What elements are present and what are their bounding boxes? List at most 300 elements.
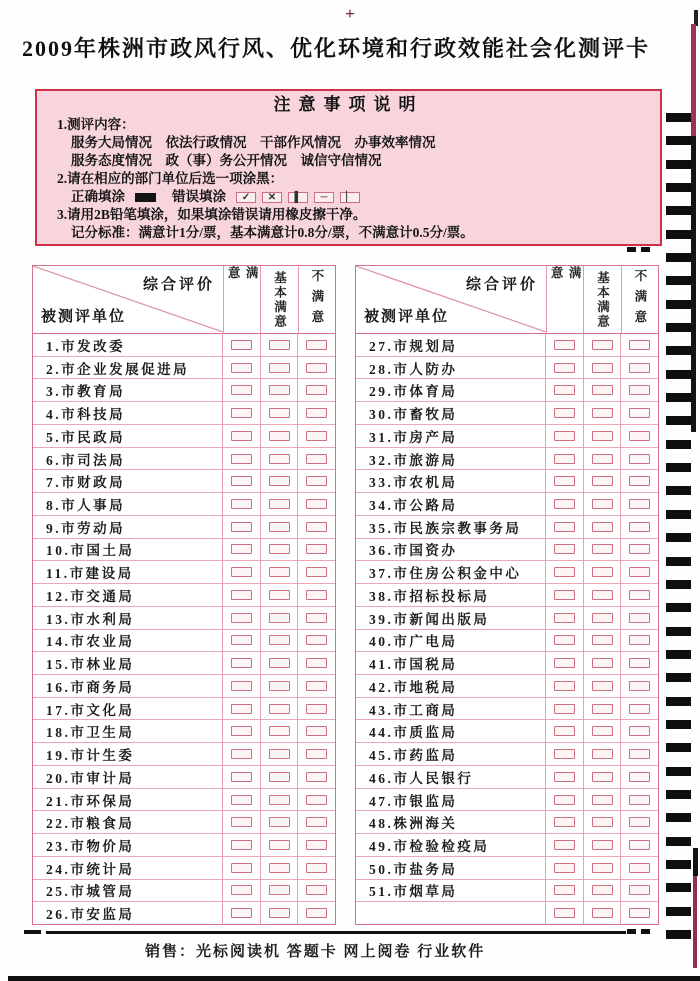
bubble-cell-basically-satisfied[interactable] — [584, 857, 622, 879]
bubble-cell-basically-satisfied[interactable] — [261, 448, 299, 470]
fill-bubble[interactable] — [554, 795, 575, 805]
fill-bubble[interactable] — [231, 795, 252, 805]
bubble-cell-basically-satisfied[interactable] — [584, 743, 622, 765]
bubble-cell-unsatisfied[interactable] — [298, 425, 335, 447]
bubble-cell-basically-satisfied[interactable] — [261, 493, 299, 515]
fill-bubble[interactable] — [629, 340, 650, 350]
bubble-cell-satisfied[interactable] — [546, 448, 584, 470]
fill-bubble[interactable] — [269, 704, 290, 714]
bubble-cell-unsatisfied[interactable] — [298, 834, 335, 856]
bubble-cell-basically-satisfied[interactable] — [584, 720, 622, 742]
fill-bubble[interactable] — [554, 635, 575, 645]
fill-bubble[interactable] — [269, 363, 290, 373]
fill-bubble[interactable] — [554, 658, 575, 668]
bubble-cell-basically-satisfied[interactable] — [584, 425, 622, 447]
fill-bubble[interactable] — [231, 658, 252, 668]
bubble-cell-unsatisfied[interactable] — [298, 811, 335, 833]
bubble-cell-unsatisfied[interactable] — [621, 425, 658, 447]
bubble-cell-satisfied[interactable] — [223, 880, 261, 902]
bubble-cell-unsatisfied[interactable] — [298, 334, 335, 356]
fill-bubble[interactable] — [592, 431, 613, 441]
fill-bubble[interactable] — [592, 454, 613, 464]
bubble-cell-basically-satisfied[interactable] — [584, 698, 622, 720]
bubble-cell-basically-satisfied[interactable] — [584, 880, 622, 902]
bubble-cell-satisfied[interactable] — [546, 766, 584, 788]
bubble-cell-unsatisfied[interactable] — [621, 561, 658, 583]
bubble-cell-unsatisfied[interactable] — [298, 493, 335, 515]
bubble-cell-satisfied[interactable] — [223, 607, 261, 629]
fill-bubble[interactable] — [554, 590, 575, 600]
fill-bubble[interactable] — [269, 749, 290, 759]
fill-bubble[interactable] — [269, 658, 290, 668]
bubble-cell-satisfied[interactable] — [546, 402, 584, 424]
bubble-cell-basically-satisfied[interactable] — [261, 720, 299, 742]
fill-bubble[interactable] — [306, 863, 327, 873]
fill-bubble[interactable] — [306, 499, 327, 509]
bubble-cell-unsatisfied[interactable] — [298, 516, 335, 538]
fill-bubble[interactable] — [231, 544, 252, 554]
bubble-cell-satisfied[interactable] — [546, 857, 584, 879]
bubble-cell-unsatisfied[interactable] — [621, 675, 658, 697]
bubble-cell-unsatisfied[interactable] — [298, 448, 335, 470]
fill-bubble[interactable] — [629, 499, 650, 509]
fill-bubble[interactable] — [269, 635, 290, 645]
fill-bubble[interactable] — [554, 863, 575, 873]
fill-bubble[interactable] — [592, 635, 613, 645]
bubble-cell-basically-satisfied[interactable] — [261, 811, 299, 833]
fill-bubble[interactable] — [629, 863, 650, 873]
fill-bubble[interactable] — [231, 908, 252, 918]
bubble-cell-basically-satisfied[interactable] — [261, 630, 299, 652]
bubble-cell-unsatisfied[interactable] — [298, 584, 335, 606]
fill-bubble[interactable] — [554, 704, 575, 714]
bubble-cell-unsatisfied[interactable] — [298, 357, 335, 379]
fill-bubble[interactable] — [629, 681, 650, 691]
fill-bubble[interactable] — [269, 772, 290, 782]
bubble-cell-unsatisfied[interactable] — [621, 902, 658, 924]
fill-bubble[interactable] — [592, 726, 613, 736]
fill-bubble[interactable] — [629, 613, 650, 623]
fill-bubble[interactable] — [629, 431, 650, 441]
bubble-cell-basically-satisfied[interactable] — [584, 902, 622, 924]
fill-bubble[interactable] — [554, 431, 575, 441]
fill-bubble[interactable] — [306, 363, 327, 373]
bubble-cell-satisfied[interactable] — [223, 539, 261, 561]
bubble-cell-unsatisfied[interactable] — [298, 720, 335, 742]
bubble-cell-satisfied[interactable] — [546, 902, 584, 924]
fill-bubble[interactable] — [269, 726, 290, 736]
bubble-cell-basically-satisfied[interactable] — [584, 379, 622, 401]
fill-bubble[interactable] — [269, 340, 290, 350]
bubble-cell-satisfied[interactable] — [223, 425, 261, 447]
bubble-cell-unsatisfied[interactable] — [621, 834, 658, 856]
fill-bubble[interactable] — [269, 795, 290, 805]
bubble-cell-satisfied[interactable] — [546, 425, 584, 447]
fill-bubble[interactable] — [231, 613, 252, 623]
fill-bubble[interactable] — [306, 340, 327, 350]
fill-bubble[interactable] — [554, 499, 575, 509]
fill-bubble[interactable] — [306, 908, 327, 918]
fill-bubble[interactable] — [629, 363, 650, 373]
fill-bubble[interactable] — [592, 499, 613, 509]
bubble-cell-unsatisfied[interactable] — [621, 766, 658, 788]
fill-bubble[interactable] — [592, 795, 613, 805]
bubble-cell-unsatisfied[interactable] — [621, 516, 658, 538]
fill-bubble[interactable] — [269, 385, 290, 395]
bubble-cell-unsatisfied[interactable] — [621, 379, 658, 401]
bubble-cell-basically-satisfied[interactable] — [261, 584, 299, 606]
fill-bubble[interactable] — [554, 726, 575, 736]
bubble-cell-satisfied[interactable] — [546, 493, 584, 515]
fill-bubble[interactable] — [231, 522, 252, 532]
bubble-cell-satisfied[interactable] — [546, 561, 584, 583]
bubble-cell-satisfied[interactable] — [223, 561, 261, 583]
fill-bubble[interactable] — [306, 567, 327, 577]
bubble-cell-satisfied[interactable] — [223, 470, 261, 492]
bubble-cell-basically-satisfied[interactable] — [261, 834, 299, 856]
fill-bubble[interactable] — [269, 431, 290, 441]
bubble-cell-basically-satisfied[interactable] — [584, 584, 622, 606]
bubble-cell-satisfied[interactable] — [223, 516, 261, 538]
fill-bubble[interactable] — [592, 704, 613, 714]
bubble-cell-basically-satisfied[interactable] — [261, 470, 299, 492]
fill-bubble[interactable] — [231, 863, 252, 873]
fill-bubble[interactable] — [629, 749, 650, 759]
fill-bubble[interactable] — [306, 840, 327, 850]
bubble-cell-satisfied[interactable] — [546, 334, 584, 356]
fill-bubble[interactable] — [269, 522, 290, 532]
fill-bubble[interactable] — [231, 476, 252, 486]
fill-bubble[interactable] — [306, 385, 327, 395]
bubble-cell-unsatisfied[interactable] — [621, 402, 658, 424]
fill-bubble[interactable] — [306, 544, 327, 554]
fill-bubble[interactable] — [592, 544, 613, 554]
bubble-cell-satisfied[interactable] — [223, 698, 261, 720]
bubble-cell-basically-satisfied[interactable] — [584, 561, 622, 583]
bubble-cell-unsatisfied[interactable] — [298, 880, 335, 902]
fill-bubble[interactable] — [306, 749, 327, 759]
fill-bubble[interactable] — [231, 363, 252, 373]
fill-bubble[interactable] — [592, 840, 613, 850]
bubble-cell-unsatisfied[interactable] — [298, 698, 335, 720]
fill-bubble[interactable] — [231, 454, 252, 464]
fill-bubble[interactable] — [306, 590, 327, 600]
fill-bubble[interactable] — [269, 840, 290, 850]
fill-bubble[interactable] — [592, 613, 613, 623]
bubble-cell-basically-satisfied[interactable] — [584, 789, 622, 811]
bubble-cell-basically-satisfied[interactable] — [584, 539, 622, 561]
fill-bubble[interactable] — [629, 772, 650, 782]
fill-bubble[interactable] — [306, 885, 327, 895]
fill-bubble[interactable] — [269, 476, 290, 486]
fill-bubble[interactable] — [554, 681, 575, 691]
fill-bubble[interactable] — [554, 522, 575, 532]
fill-bubble[interactable] — [592, 749, 613, 759]
fill-bubble[interactable] — [629, 544, 650, 554]
bubble-cell-basically-satisfied[interactable] — [261, 766, 299, 788]
bubble-cell-satisfied[interactable] — [546, 516, 584, 538]
fill-bubble[interactable] — [554, 363, 575, 373]
fill-bubble[interactable] — [306, 795, 327, 805]
fill-bubble[interactable] — [269, 499, 290, 509]
fill-bubble[interactable] — [592, 658, 613, 668]
bubble-cell-unsatisfied[interactable] — [298, 630, 335, 652]
bubble-cell-basically-satisfied[interactable] — [261, 743, 299, 765]
fill-bubble[interactable] — [554, 567, 575, 577]
bubble-cell-unsatisfied[interactable] — [298, 675, 335, 697]
fill-bubble[interactable] — [269, 863, 290, 873]
fill-bubble[interactable] — [231, 817, 252, 827]
fill-bubble[interactable] — [554, 613, 575, 623]
fill-bubble[interactable] — [306, 613, 327, 623]
fill-bubble[interactable] — [306, 522, 327, 532]
bubble-cell-satisfied[interactable] — [546, 357, 584, 379]
bubble-cell-basically-satisfied[interactable] — [261, 379, 299, 401]
bubble-cell-unsatisfied[interactable] — [621, 652, 658, 674]
bubble-cell-unsatisfied[interactable] — [621, 493, 658, 515]
bubble-cell-satisfied[interactable] — [546, 789, 584, 811]
bubble-cell-satisfied[interactable] — [223, 448, 261, 470]
bubble-cell-unsatisfied[interactable] — [298, 857, 335, 879]
bubble-cell-basically-satisfied[interactable] — [261, 652, 299, 674]
fill-bubble[interactable] — [592, 681, 613, 691]
fill-bubble[interactable] — [554, 840, 575, 850]
bubble-cell-basically-satisfied[interactable] — [584, 675, 622, 697]
fill-bubble[interactable] — [231, 567, 252, 577]
bubble-cell-satisfied[interactable] — [546, 652, 584, 674]
bubble-cell-satisfied[interactable] — [546, 698, 584, 720]
bubble-cell-unsatisfied[interactable] — [621, 880, 658, 902]
fill-bubble[interactable] — [306, 408, 327, 418]
bubble-cell-basically-satisfied[interactable] — [261, 902, 299, 924]
fill-bubble[interactable] — [592, 772, 613, 782]
bubble-cell-basically-satisfied[interactable] — [261, 789, 299, 811]
bubble-cell-unsatisfied[interactable] — [621, 630, 658, 652]
fill-bubble[interactable] — [554, 544, 575, 554]
fill-bubble[interactable] — [592, 340, 613, 350]
fill-bubble[interactable] — [306, 454, 327, 464]
bubble-cell-satisfied[interactable] — [223, 720, 261, 742]
fill-bubble[interactable] — [629, 908, 650, 918]
bubble-cell-basically-satisfied[interactable] — [584, 493, 622, 515]
bubble-cell-unsatisfied[interactable] — [621, 470, 658, 492]
fill-bubble[interactable] — [629, 522, 650, 532]
fill-bubble[interactable] — [231, 499, 252, 509]
bubble-cell-satisfied[interactable] — [223, 811, 261, 833]
bubble-cell-basically-satisfied[interactable] — [584, 334, 622, 356]
bubble-cell-basically-satisfied[interactable] — [261, 402, 299, 424]
bubble-cell-basically-satisfied[interactable] — [261, 334, 299, 356]
bubble-cell-satisfied[interactable] — [223, 766, 261, 788]
bubble-cell-satisfied[interactable] — [223, 630, 261, 652]
bubble-cell-unsatisfied[interactable] — [621, 743, 658, 765]
fill-bubble[interactable] — [554, 408, 575, 418]
fill-bubble[interactable] — [231, 340, 252, 350]
bubble-cell-basically-satisfied[interactable] — [261, 539, 299, 561]
bubble-cell-satisfied[interactable] — [223, 789, 261, 811]
fill-bubble[interactable] — [629, 704, 650, 714]
bubble-cell-unsatisfied[interactable] — [298, 766, 335, 788]
bubble-cell-satisfied[interactable] — [546, 470, 584, 492]
bubble-cell-satisfied[interactable] — [223, 834, 261, 856]
fill-bubble[interactable] — [554, 908, 575, 918]
bubble-cell-basically-satisfied[interactable] — [584, 357, 622, 379]
fill-bubble[interactable] — [554, 749, 575, 759]
bubble-cell-unsatisfied[interactable] — [621, 857, 658, 879]
bubble-cell-unsatisfied[interactable] — [621, 334, 658, 356]
fill-bubble[interactable] — [231, 635, 252, 645]
bubble-cell-satisfied[interactable] — [546, 880, 584, 902]
fill-bubble[interactable] — [629, 567, 650, 577]
fill-bubble[interactable] — [231, 385, 252, 395]
fill-bubble[interactable] — [592, 363, 613, 373]
fill-bubble[interactable] — [592, 476, 613, 486]
fill-bubble[interactable] — [629, 590, 650, 600]
bubble-cell-satisfied[interactable] — [223, 584, 261, 606]
fill-bubble[interactable] — [269, 408, 290, 418]
bubble-cell-basically-satisfied[interactable] — [584, 470, 622, 492]
bubble-cell-unsatisfied[interactable] — [298, 402, 335, 424]
fill-bubble[interactable] — [629, 726, 650, 736]
bubble-cell-satisfied[interactable] — [546, 607, 584, 629]
bubble-cell-satisfied[interactable] — [223, 857, 261, 879]
bubble-cell-basically-satisfied[interactable] — [261, 857, 299, 879]
bubble-cell-basically-satisfied[interactable] — [584, 652, 622, 674]
bubble-cell-satisfied[interactable] — [546, 379, 584, 401]
bubble-cell-basically-satisfied[interactable] — [261, 516, 299, 538]
bubble-cell-unsatisfied[interactable] — [298, 652, 335, 674]
bubble-cell-satisfied[interactable] — [546, 630, 584, 652]
fill-bubble[interactable] — [306, 681, 327, 691]
bubble-cell-basically-satisfied[interactable] — [261, 357, 299, 379]
fill-bubble[interactable] — [269, 681, 290, 691]
bubble-cell-unsatisfied[interactable] — [621, 607, 658, 629]
fill-bubble[interactable] — [306, 726, 327, 736]
bubble-cell-basically-satisfied[interactable] — [584, 448, 622, 470]
fill-bubble[interactable] — [629, 635, 650, 645]
bubble-cell-basically-satisfied[interactable] — [584, 402, 622, 424]
bubble-cell-basically-satisfied[interactable] — [584, 766, 622, 788]
bubble-cell-unsatisfied[interactable] — [298, 743, 335, 765]
fill-bubble[interactable] — [592, 385, 613, 395]
fill-bubble[interactable] — [629, 658, 650, 668]
fill-bubble[interactable] — [231, 749, 252, 759]
bubble-cell-satisfied[interactable] — [223, 902, 261, 924]
fill-bubble[interactable] — [306, 635, 327, 645]
bubble-cell-unsatisfied[interactable] — [621, 448, 658, 470]
fill-bubble[interactable] — [231, 840, 252, 850]
bubble-cell-basically-satisfied[interactable] — [584, 630, 622, 652]
bubble-cell-satisfied[interactable] — [546, 675, 584, 697]
fill-bubble[interactable] — [554, 385, 575, 395]
fill-bubble[interactable] — [592, 590, 613, 600]
fill-bubble[interactable] — [554, 340, 575, 350]
fill-bubble[interactable] — [306, 704, 327, 714]
bubble-cell-satisfied[interactable] — [223, 493, 261, 515]
bubble-cell-unsatisfied[interactable] — [298, 470, 335, 492]
fill-bubble[interactable] — [629, 795, 650, 805]
bubble-cell-unsatisfied[interactable] — [298, 379, 335, 401]
fill-bubble[interactable] — [231, 431, 252, 441]
fill-bubble[interactable] — [231, 772, 252, 782]
bubble-cell-satisfied[interactable] — [223, 743, 261, 765]
fill-bubble[interactable] — [231, 408, 252, 418]
fill-bubble[interactable] — [554, 817, 575, 827]
fill-bubble[interactable] — [269, 908, 290, 918]
fill-bubble[interactable] — [269, 590, 290, 600]
bubble-cell-satisfied[interactable] — [223, 379, 261, 401]
fill-bubble[interactable] — [231, 590, 252, 600]
bubble-cell-unsatisfied[interactable] — [621, 539, 658, 561]
bubble-cell-basically-satisfied[interactable] — [584, 811, 622, 833]
fill-bubble[interactable] — [306, 772, 327, 782]
fill-bubble[interactable] — [554, 454, 575, 464]
fill-bubble[interactable] — [592, 863, 613, 873]
fill-bubble[interactable] — [629, 385, 650, 395]
bubble-cell-unsatisfied[interactable] — [621, 720, 658, 742]
bubble-cell-satisfied[interactable] — [223, 652, 261, 674]
fill-bubble[interactable] — [306, 817, 327, 827]
bubble-cell-basically-satisfied[interactable] — [261, 698, 299, 720]
bubble-cell-unsatisfied[interactable] — [298, 561, 335, 583]
fill-bubble[interactable] — [269, 544, 290, 554]
bubble-cell-basically-satisfied[interactable] — [261, 425, 299, 447]
fill-bubble[interactable] — [231, 885, 252, 895]
bubble-cell-satisfied[interactable] — [546, 834, 584, 856]
fill-bubble[interactable] — [306, 476, 327, 486]
bubble-cell-unsatisfied[interactable] — [298, 539, 335, 561]
bubble-cell-unsatisfied[interactable] — [298, 789, 335, 811]
bubble-cell-satisfied[interactable] — [223, 675, 261, 697]
fill-bubble[interactable] — [629, 454, 650, 464]
fill-bubble[interactable] — [554, 885, 575, 895]
bubble-cell-satisfied[interactable] — [223, 402, 261, 424]
bubble-cell-unsatisfied[interactable] — [621, 584, 658, 606]
bubble-cell-unsatisfied[interactable] — [298, 902, 335, 924]
bubble-cell-satisfied[interactable] — [546, 743, 584, 765]
fill-bubble[interactable] — [629, 476, 650, 486]
bubble-cell-satisfied[interactable] — [546, 720, 584, 742]
fill-bubble[interactable] — [592, 567, 613, 577]
bubble-cell-basically-satisfied[interactable] — [584, 516, 622, 538]
bubble-cell-satisfied[interactable] — [223, 334, 261, 356]
bubble-cell-unsatisfied[interactable] — [621, 357, 658, 379]
bubble-cell-satisfied[interactable] — [546, 584, 584, 606]
bubble-cell-unsatisfied[interactable] — [298, 607, 335, 629]
bubble-cell-unsatisfied[interactable] — [621, 698, 658, 720]
fill-bubble[interactable] — [629, 885, 650, 895]
bubble-cell-satisfied[interactable] — [546, 539, 584, 561]
fill-bubble[interactable] — [231, 726, 252, 736]
bubble-cell-basically-satisfied[interactable] — [261, 675, 299, 697]
fill-bubble[interactable] — [592, 908, 613, 918]
fill-bubble[interactable] — [554, 772, 575, 782]
bubble-cell-basically-satisfied[interactable] — [261, 880, 299, 902]
bubble-cell-unsatisfied[interactable] — [621, 811, 658, 833]
fill-bubble[interactable] — [269, 613, 290, 623]
fill-bubble[interactable] — [269, 885, 290, 895]
fill-bubble[interactable] — [592, 885, 613, 895]
fill-bubble[interactable] — [231, 681, 252, 691]
fill-bubble[interactable] — [554, 476, 575, 486]
bubble-cell-basically-satisfied[interactable] — [584, 834, 622, 856]
bubble-cell-unsatisfied[interactable] — [621, 789, 658, 811]
bubble-cell-satisfied[interactable] — [223, 357, 261, 379]
fill-bubble[interactable] — [592, 817, 613, 827]
fill-bubble[interactable] — [629, 408, 650, 418]
bubble-cell-basically-satisfied[interactable] — [584, 607, 622, 629]
fill-bubble[interactable] — [231, 704, 252, 714]
